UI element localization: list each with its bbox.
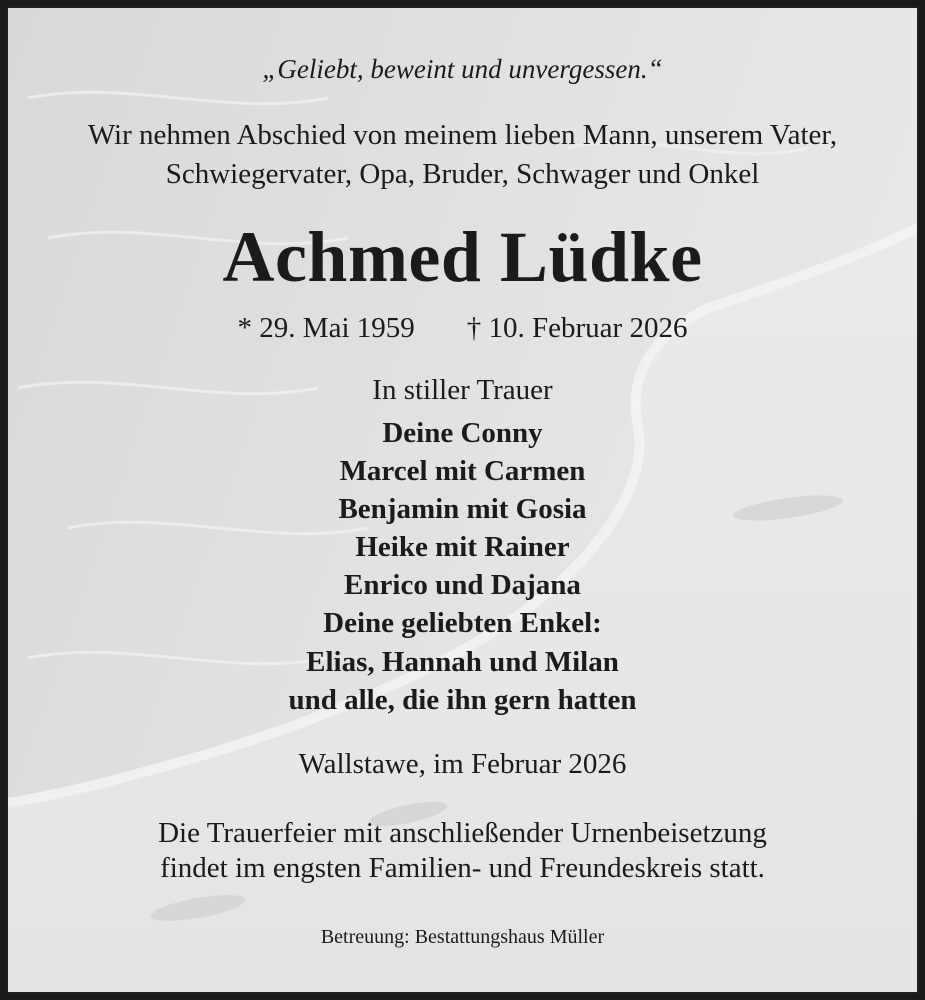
mourner-line: Enrico und Dajana	[344, 569, 581, 602]
death-date: † 10. Februar 2026	[466, 312, 688, 344]
mourner-line: Deine geliebten Enkel:	[323, 607, 602, 640]
ceremony-info	[8, 816, 917, 886]
farewell-intro-line: Schwiegervater, Opa, Bruder, Schwager und Onkel	[165, 158, 760, 190]
funeral-home-note: Betreuung: Bestattungshaus Müller	[320, 926, 605, 948]
mourner-line: Benjamin mit Gosia	[338, 493, 587, 526]
mourner-line: Deine Conny	[382, 417, 543, 449]
motto-quote: „Geliebt, beweint und unvergessen.“	[262, 54, 663, 84]
mourner-line: Elias, Hannah und Milan	[306, 645, 619, 678]
deceased-name: Achmed Lüdke	[222, 217, 703, 297]
ceremony-line: findet im engsten Familien- und Freundeskreis statt.	[160, 852, 765, 884]
mourners-list	[8, 414, 917, 719]
farewell-intro-line: Wir nehmen Abschied von meinem lieben Mann, unserem Vater,	[87, 119, 838, 151]
birth-date: * 29. Mai 1959	[237, 312, 415, 344]
place-and-date: Wallstawe, im Februar 2026	[298, 748, 627, 780]
mourner-line: Marcel mit Carmen	[339, 455, 586, 488]
farewell-intro	[8, 116, 917, 194]
ceremony-line: Die Trauerfeier mit anschließender Urnenbeisetzung	[158, 817, 767, 849]
life-dates	[8, 312, 917, 345]
mourners-intro: In stiller Trauer	[372, 374, 553, 406]
mourner-line: und alle, die ihn gern hatten	[288, 683, 637, 716]
mourner-line: Heike mit Rainer	[355, 531, 570, 564]
obituary-notice	[6, 6, 919, 994]
